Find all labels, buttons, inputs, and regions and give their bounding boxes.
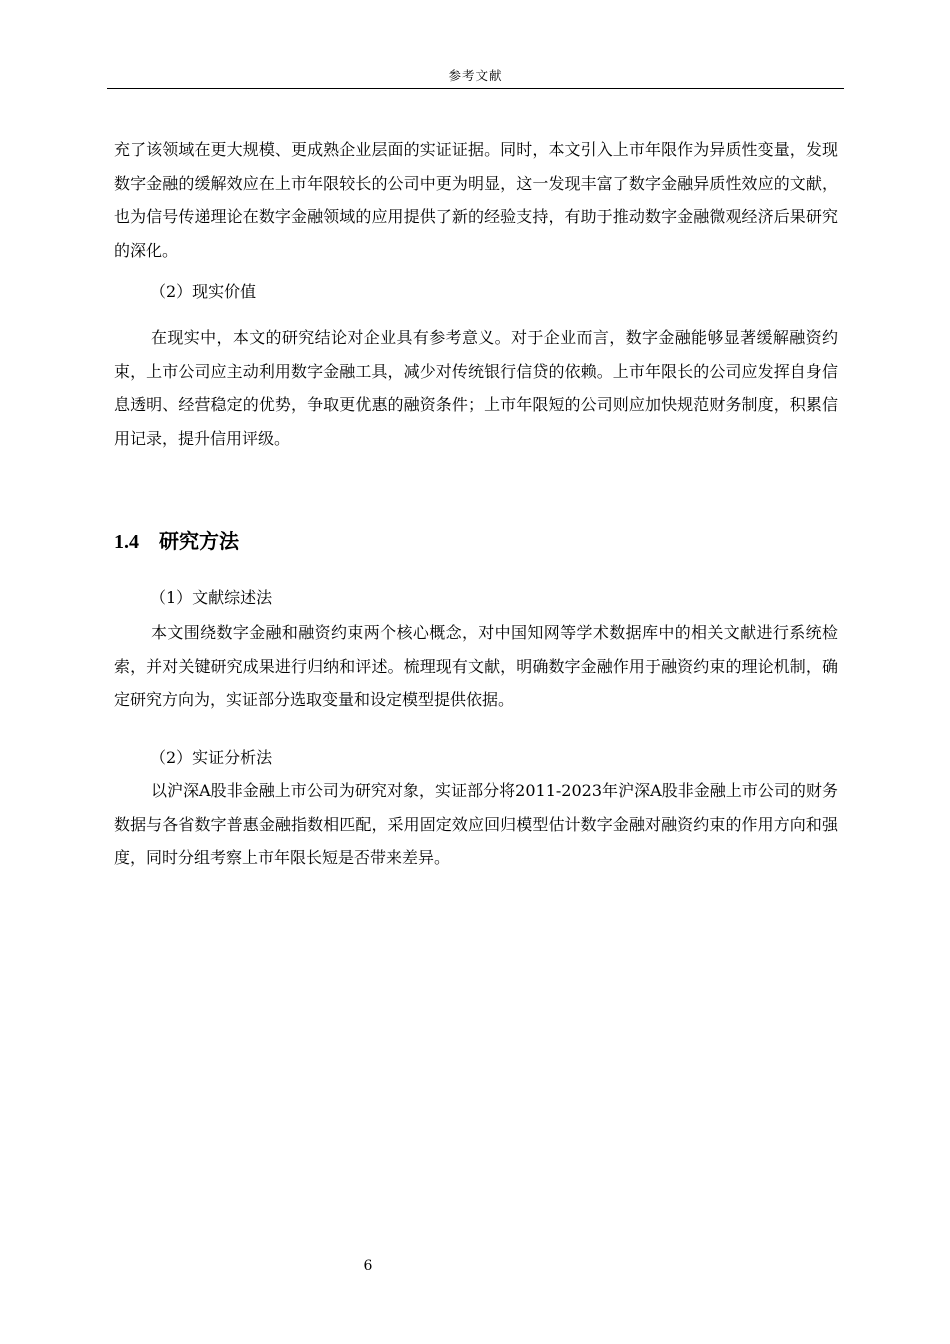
- paragraph-practical-value: 在现实中，本文的研究结论对企业具有参考意义。对于企业而言，数字金融能够显著缓解融资约束，上市公司应主动利用数字金融工具，减少对传统银行信贷的依赖。上市年限长的公司应发挥自身信息透明、经营稳定的优势，争取更优惠的融资条件；上市年限短的公司则应加快规范财务制度，积累信用记录，提升信用评级。: [114, 328, 838, 448]
- subheading-empirical-analysis: （2）实证分析法: [150, 748, 273, 767]
- header-divider: [107, 88, 844, 89]
- section-heading: [114, 527, 239, 556]
- section-number: 1.4: [114, 531, 139, 553]
- section-title-text: 研究方法: [159, 529, 239, 553]
- page-number: 6: [363, 1258, 373, 1274]
- running-header: 参考文献: [448, 68, 503, 83]
- paragraph-empirical-analysis: 以沪深A股非金融上市公司为研究对象，实证部分将2011-2023年沪深A股非金融上市公司的财务数据与各省数字普惠金融指数相匹配，采用固定效应回归模型估计数字金融对融资约束的作用方向和强度，同时分组考察上市年限长短是否带来差异。: [114, 781, 838, 867]
- subheading-literature-review: （1）文献综述法: [150, 588, 273, 607]
- paragraph-theoretical-value-continued: 充了该领域在更大规模、更成熟企业层面的实证证据。同时，本文引入上市年限作为异质性变量，发现数字金融的缓解效应在上市年限较长的公司中更为明显，这一发现丰富了数字金融异质性效应的文献，也为信号传递理论在数字金融领域的应用提供了新的经验支持，有助于推动数字金融微观经济后果研究的深化。: [114, 140, 838, 260]
- subheading-practical-value: （2）现实价值: [150, 282, 257, 301]
- paragraph-literature-review: 本文围绕数字金融和融资约束两个核心概念，对中国知网等学术数据库中的相关文献进行系统检索，并对关键研究成果进行归纳和评述。梳理现有文献，明确数字金融作用于融资约束的理论机制，确定研究方向为，实证部分选取变量和设定模型提供依据。: [114, 623, 838, 709]
